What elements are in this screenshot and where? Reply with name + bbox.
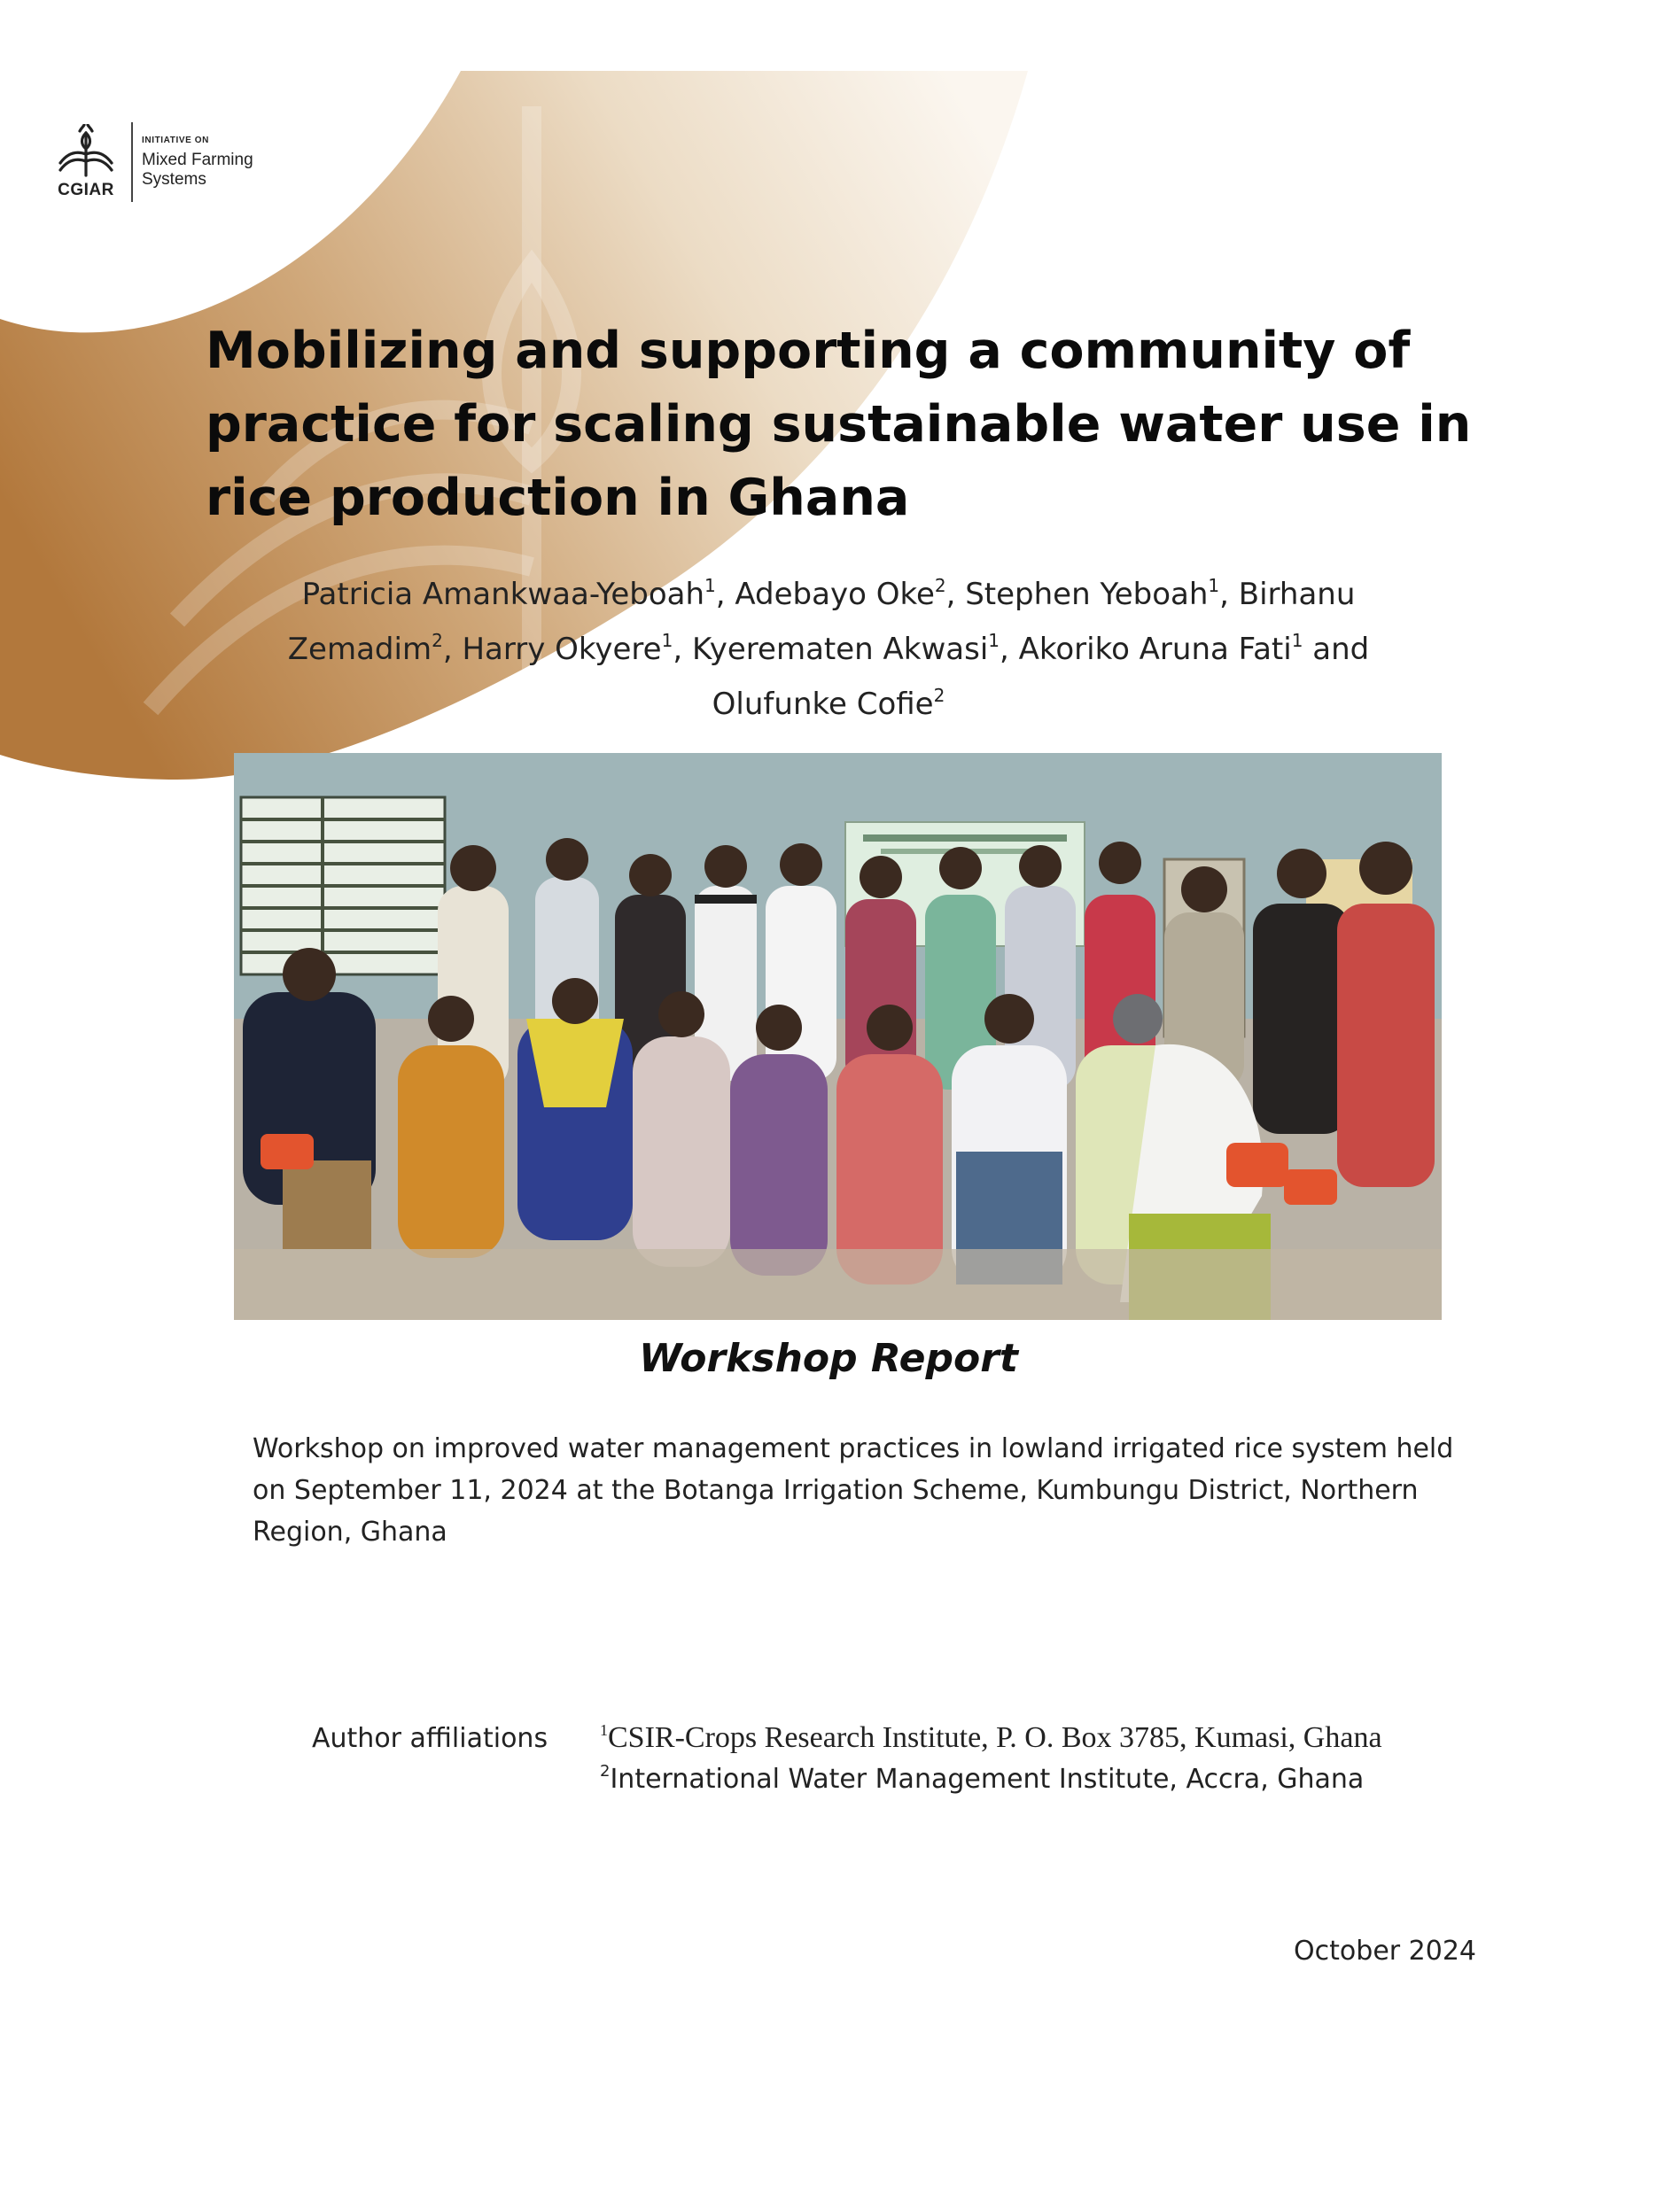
author-affiliation-mark: 2 <box>933 685 945 706</box>
affiliation-text: CSIR-Crops Research Institute, P. O. Box 3785, Kumasi, Ghana <box>608 1721 1382 1754</box>
author-name: Birhanu Zemadim <box>287 577 1356 667</box>
initiative-kicker: INITIATIVE ON <box>142 135 209 145</box>
workshop-group-photo <box>234 753 1442 1320</box>
initiative-name: Mixed Farming Systems <box>142 150 253 189</box>
workshop-description: Workshop on improved water management practices in lowland irrigated rice system held on September 11, 2024 at the Botanga Irrigation Scheme, Kumbungu District, Northern Region, Ghana <box>253 1433 1454 1548</box>
affiliation-item <box>600 1719 1619 1758</box>
authors-conjunction: and <box>1312 632 1370 667</box>
author-affiliation-mark: 1 <box>988 630 1000 651</box>
logo-divider <box>131 122 133 202</box>
author-name: Akoriko Aruna Fati <box>1018 632 1292 667</box>
author-affiliation-mark: 1 <box>704 575 716 596</box>
affiliations-label: Author affiliations <box>312 1723 548 1754</box>
logo-wordmark: CGIAR <box>58 181 114 199</box>
affiliation-number: 1 <box>600 1721 608 1739</box>
affiliations-list <box>600 1719 1619 1802</box>
cgiar-logo <box>46 122 275 202</box>
affiliation-item <box>600 1758 1619 1802</box>
affiliation-number: 2 <box>600 1762 611 1781</box>
author-name: Olufunke Cofie <box>712 687 934 722</box>
author-affiliation-mark: 2 <box>432 630 443 651</box>
author-name: Harry Okyere <box>462 632 662 667</box>
author-name: Kyerematen Akwasi <box>691 632 989 667</box>
author-name: Stephen Yeboah <box>965 577 1209 612</box>
publication-date: October 2024 <box>1294 1936 1476 1967</box>
author-affiliation-mark: 2 <box>934 575 946 596</box>
affiliation-text: International Water Management Institute, Accra, Ghana <box>610 1764 1365 1795</box>
author-affiliation-mark: 1 <box>661 630 673 651</box>
author-name: Adebayo Oke <box>735 577 935 612</box>
author-list: Patricia Amankwaa-Yeboah$^1$, Adebayo Oke$^2$, Stephen Yeboah$^1$, Birhanu Zemadim$^2$, Harry Okyere$^1$, Kyerematen Akwasi$^1$, Akoriko Aruna Fati$^1$ and Olufunke Cofie$^2$ <box>287 575 1370 722</box>
author-affiliation-mark: 1 <box>1208 575 1220 596</box>
report-title: Mobilizing and supporting a community of practice for scaling sustainable water use in rice production in Ghana <box>206 322 1472 527</box>
report-type-heading: Workshop Report <box>639 1336 1018 1381</box>
wheat-emblem-icon <box>57 124 115 179</box>
author-name: Patricia Amankwaa-Yeboah <box>301 577 705 612</box>
author-affiliation-mark: 1 <box>1291 630 1303 651</box>
